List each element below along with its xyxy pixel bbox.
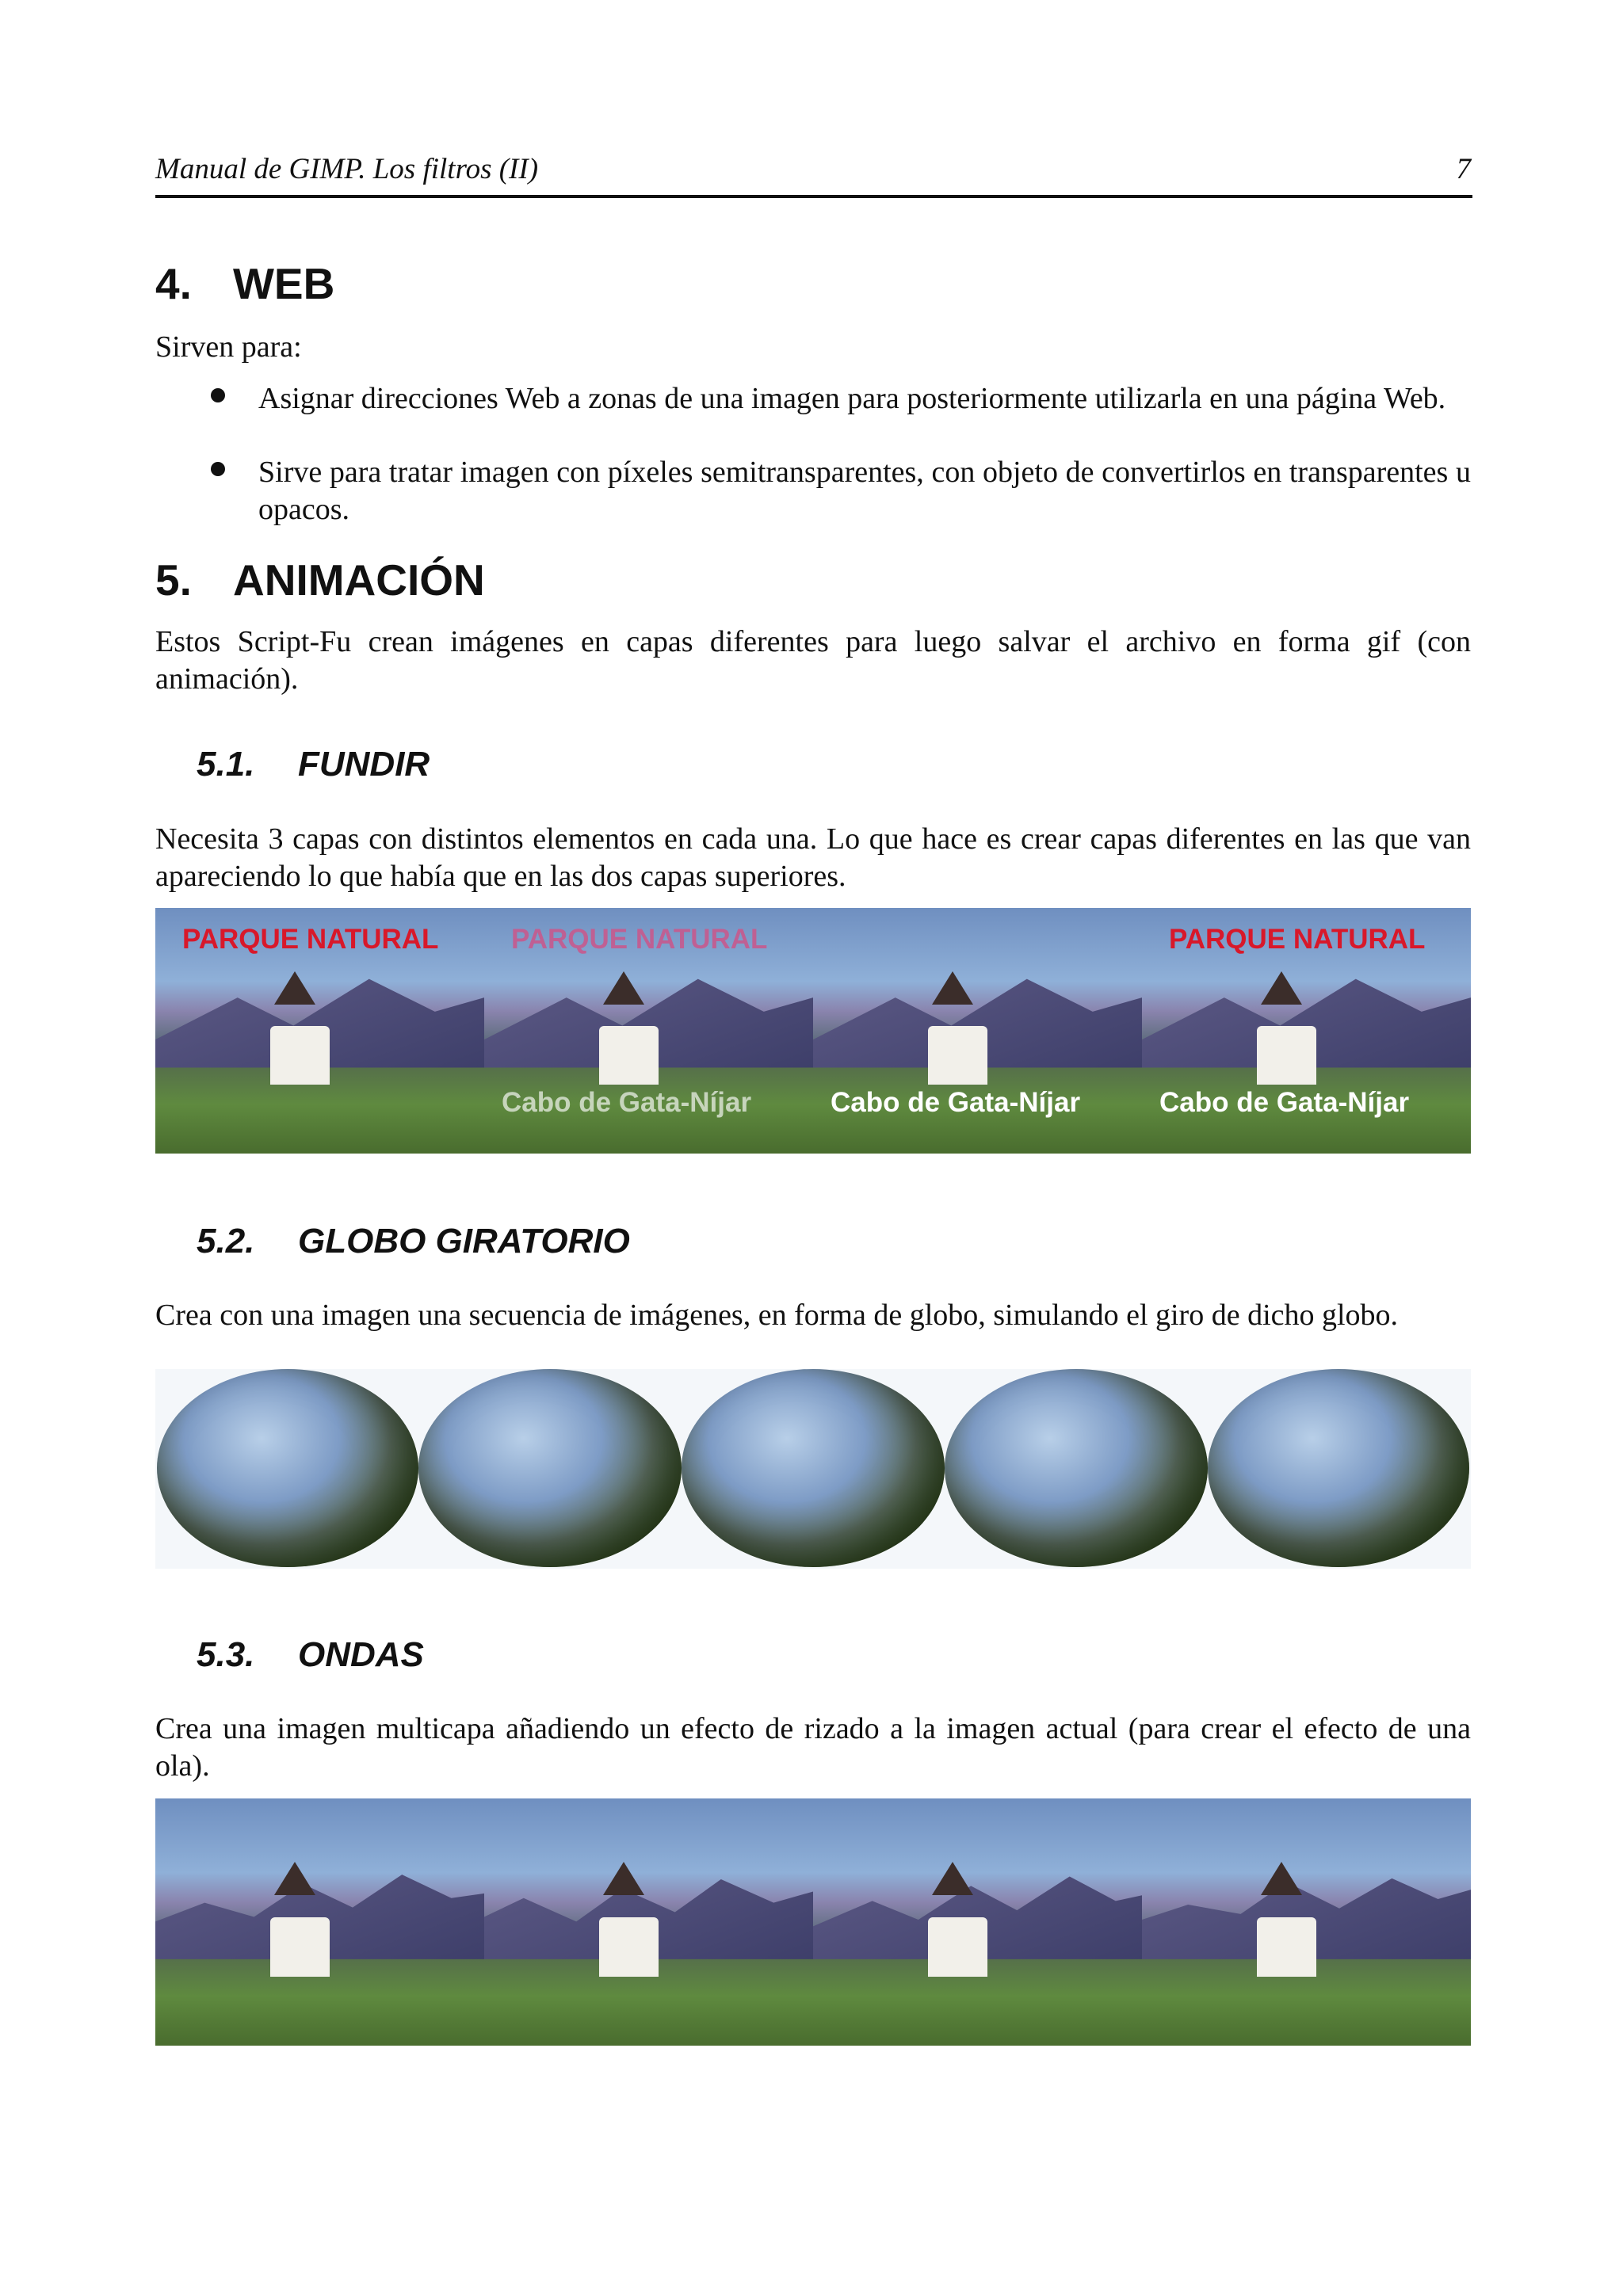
frame-top-label: PARQUE NATURAL [182, 924, 439, 955]
fundir-frame [484, 908, 813, 1154]
web-intro: Sirven para: [155, 330, 302, 364]
ondas-text: Crea una imagen multicapa añadiendo un efecto de rizado a la imagen actual (para crear el efecto de una ola). [155, 1712, 1471, 1783]
document-title: Manual de GIMP. Los filtros (II) [155, 153, 539, 185]
globe-frame [1208, 1369, 1469, 1567]
fundir-text: Necesita 3 capas con distintos elementos en cada una. Lo que hace es crear capas diferentes en las que van apareciendo lo que había que en las dos capas superiores. [155, 822, 1471, 893]
ondas-frame [155, 1798, 484, 2046]
globe-frame [418, 1369, 682, 1567]
frame-bottom-label: Cabo de Gata-Níjar [502, 1087, 752, 1118]
ondas-frame [1142, 1798, 1471, 2046]
globo-text: Crea con una imagen una secuencia de imágenes, en forma de globo, simulando el giro de dicho globo. [155, 1299, 1399, 1332]
globe-frame [945, 1369, 1208, 1567]
globo-image-strip [155, 1369, 1471, 1569]
section-heading-web: 4. WEB [155, 259, 335, 308]
section-title: WEB [233, 259, 335, 308]
fundir-frame [155, 908, 484, 1154]
subsection-heading-ondas: 5.3. ONDAS [197, 1635, 424, 1674]
header-rule [155, 195, 1472, 198]
frame-bottom-label: Cabo de Gata-Níjar [831, 1087, 1081, 1118]
bullet-item [211, 454, 1471, 529]
subsection-heading-fundir: 5.1. FUNDIR [197, 745, 430, 784]
globe-frame [157, 1369, 418, 1567]
animacion-text: Estos Script-Fu crean imágenes en capas diferentes para luego salvar el archivo en forma gif (con animación). [155, 625, 1471, 696]
frame-top-label: PARQUE NATURAL [1169, 924, 1426, 955]
bullet-icon [211, 462, 225, 476]
bullet-text: Sirve para tratar imagen con píxeles semitransparentes, con objeto de convertirlos en transparentes u opacos. [258, 456, 1471, 526]
subsection-title: GLOBO GIRATORIO [298, 1222, 630, 1261]
subsection-title: FUNDIR [298, 745, 430, 784]
frame-bottom-label: Cabo de Gata-Níjar [1159, 1087, 1410, 1118]
fundir-frame [1142, 908, 1471, 1154]
bullet-icon [211, 388, 225, 402]
subsection-heading-globo: 5.2. GLOBO GIRATORIO [197, 1222, 630, 1261]
globe-frame [682, 1369, 945, 1567]
ondas-frame [484, 1798, 813, 2046]
page-header [155, 152, 1471, 196]
fundir-image-strip [155, 908, 1471, 1154]
section-title: ANIMACIÓN [233, 555, 485, 605]
page-number: 7 [1456, 153, 1471, 185]
frame-top-label: PARQUE NATURAL [511, 924, 768, 955]
bullet-item [211, 380, 1471, 456]
bullet-text: Asignar direcciones Web a zonas de una imagen para posteriormente utilizarla en una página Web. [258, 382, 1446, 415]
ondas-frame [813, 1798, 1142, 2046]
ondas-image-strip [155, 1798, 1471, 2046]
section-heading-animacion: 5. ANIMACIÓN [155, 555, 485, 605]
subsection-title: ONDAS [298, 1635, 424, 1674]
fundir-frame [813, 908, 1142, 1154]
